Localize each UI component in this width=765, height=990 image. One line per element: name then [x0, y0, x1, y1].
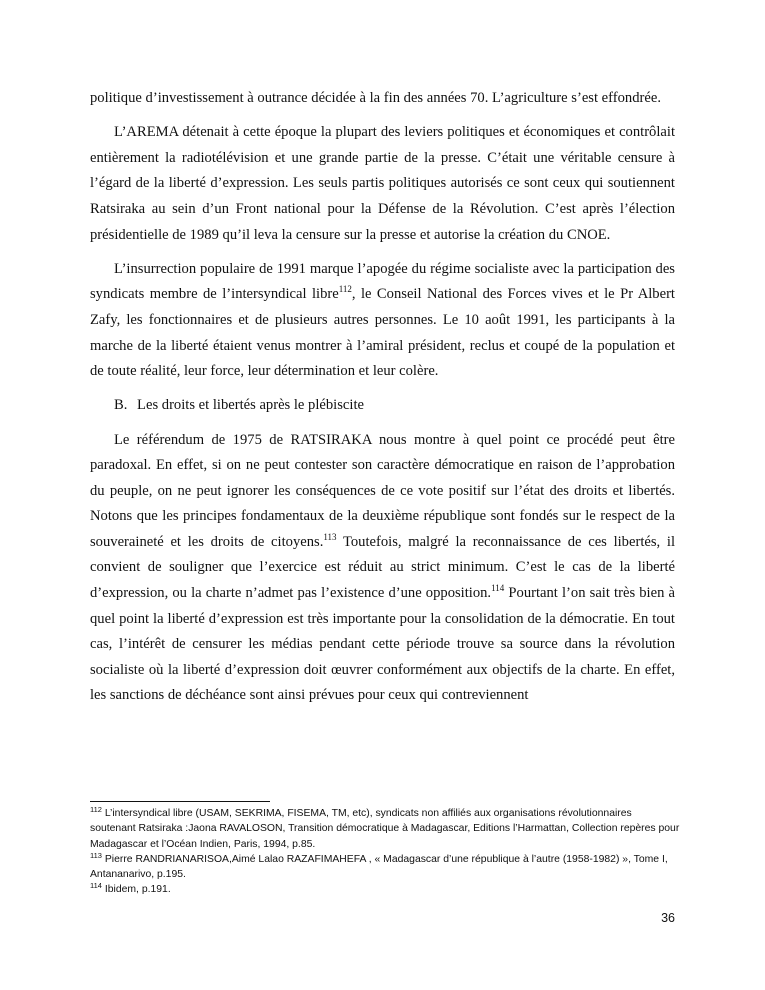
footnote-114: $^{114}$ Ibidem, p.191.	[90, 881, 171, 896]
page-number: 36	[661, 911, 675, 925]
footnote-ref-113[interactable]: 113	[323, 531, 337, 542]
footnote-ref-114[interactable]: 114	[491, 583, 505, 594]
section-letter: B.	[114, 397, 128, 414]
section-title: Les droits et libertés après le plébiscite	[137, 397, 364, 414]
body-text	[90, 86, 675, 718]
paragraph-4: Le référendum de 1975 de RATSIRAKA nous montre à quel point ce procédé peut être paradoxal. En effet, si on ne peut contester son caractère démocratique en raison de l’approbation du peuple, on ne peut ignorer les conséquences de ce vote positif sur l’état des droits et libertés. Notons que les principes fondamentaux de la deuxième république sont fondés sur le respect de la souveraineté et les droits de citoyens.$^{113}$ Toutefois, malgré la reconnaissance de ces libertés, il convient de souligner que l’exercice est réduit au strict minimum. C’est le cas de la liberté d’expression, ou la charte n’admet pas l’existence d’une opposition.$^{114}$ Pourtant l’on sait très bien à quel point la liberté d’expression est très importante pour la consolidation de la démocratie. En tout cas, l’intérêt de censurer les médias pendant cette période trouve sa source dans la révolution socialiste où la liberté d’expression doit œuvrer conformément aux objectifs de la charte. En effet, les sanctions de déchéance sont ainsi prévues pour ceux qui contreviennent	[90, 431, 676, 704]
footnote-ref-112[interactable]: 112	[338, 284, 352, 295]
footnote-number: 114	[90, 881, 102, 891]
section-heading	[90, 393, 675, 419]
paragraph-1: politique d’investissement à outrance décidée à la fin des années 70. L’agriculture s’est effondrée.	[90, 90, 661, 106]
footnote-number: 113	[90, 850, 102, 860]
footnote-number: 112	[90, 805, 102, 814]
footnote-113: $^{113}$ Pierre RANDRIANARISOA,Aimé Lalao RAZAFIMAHEFA , « Madagascar d’une république à l’autre (1958-1982) », Tome I, Antananarivo, p.195.	[90, 850, 668, 881]
paragraph-3: L’insurrection populaire de 1991 marque l’apogée du régime socialiste avec la participation des syndicats membre de l’intersyndical libre$^{112}$, le Conseil National des Forces vives et le Pr Albert Zafy, les fonctionnaires et de plusieurs autres personnes. Le 10 août 1991, les participants à la marche de la liberté étaient venus montrer à l’amiral président, reclus et coupé de la population et de toute réalité, leur force, leur détermination et leur colère.	[90, 260, 675, 380]
footnote-112: $^{112}$ L’intersyndical libre (USAM, SEKRIMA, FISEMA, TM, etc), syndicats non affiliés aux organisations révolutionnaires soutenant Ratsiraka :Jaona RAVALOSON, Transition démocratique à Madagascar, Editions l’Harmattan, Collection repères pour Madagascar et l’Océan Indien, Paris, 1994, p.85.	[90, 805, 680, 850]
footnote-separator	[90, 801, 270, 802]
paragraph-2: L’AREMA détenait à cette époque la plupart des leviers politiques et économiques et contrôlait entièrement la radiotélévision et une grande partie de la presse. C’était une véritable censure à l’égard de la liberté d’expression. Les seuls partis politiques autorisés ce sont ceux qui soutiennent Ratsiraka au sein d’un Front national pour la Défense de la Révolution. C’est après l’élection présidentielle de 1989 qu’il leva la censure sur la presse et autorise la création du CNOE.	[90, 124, 675, 243]
footnotes	[90, 806, 680, 898]
